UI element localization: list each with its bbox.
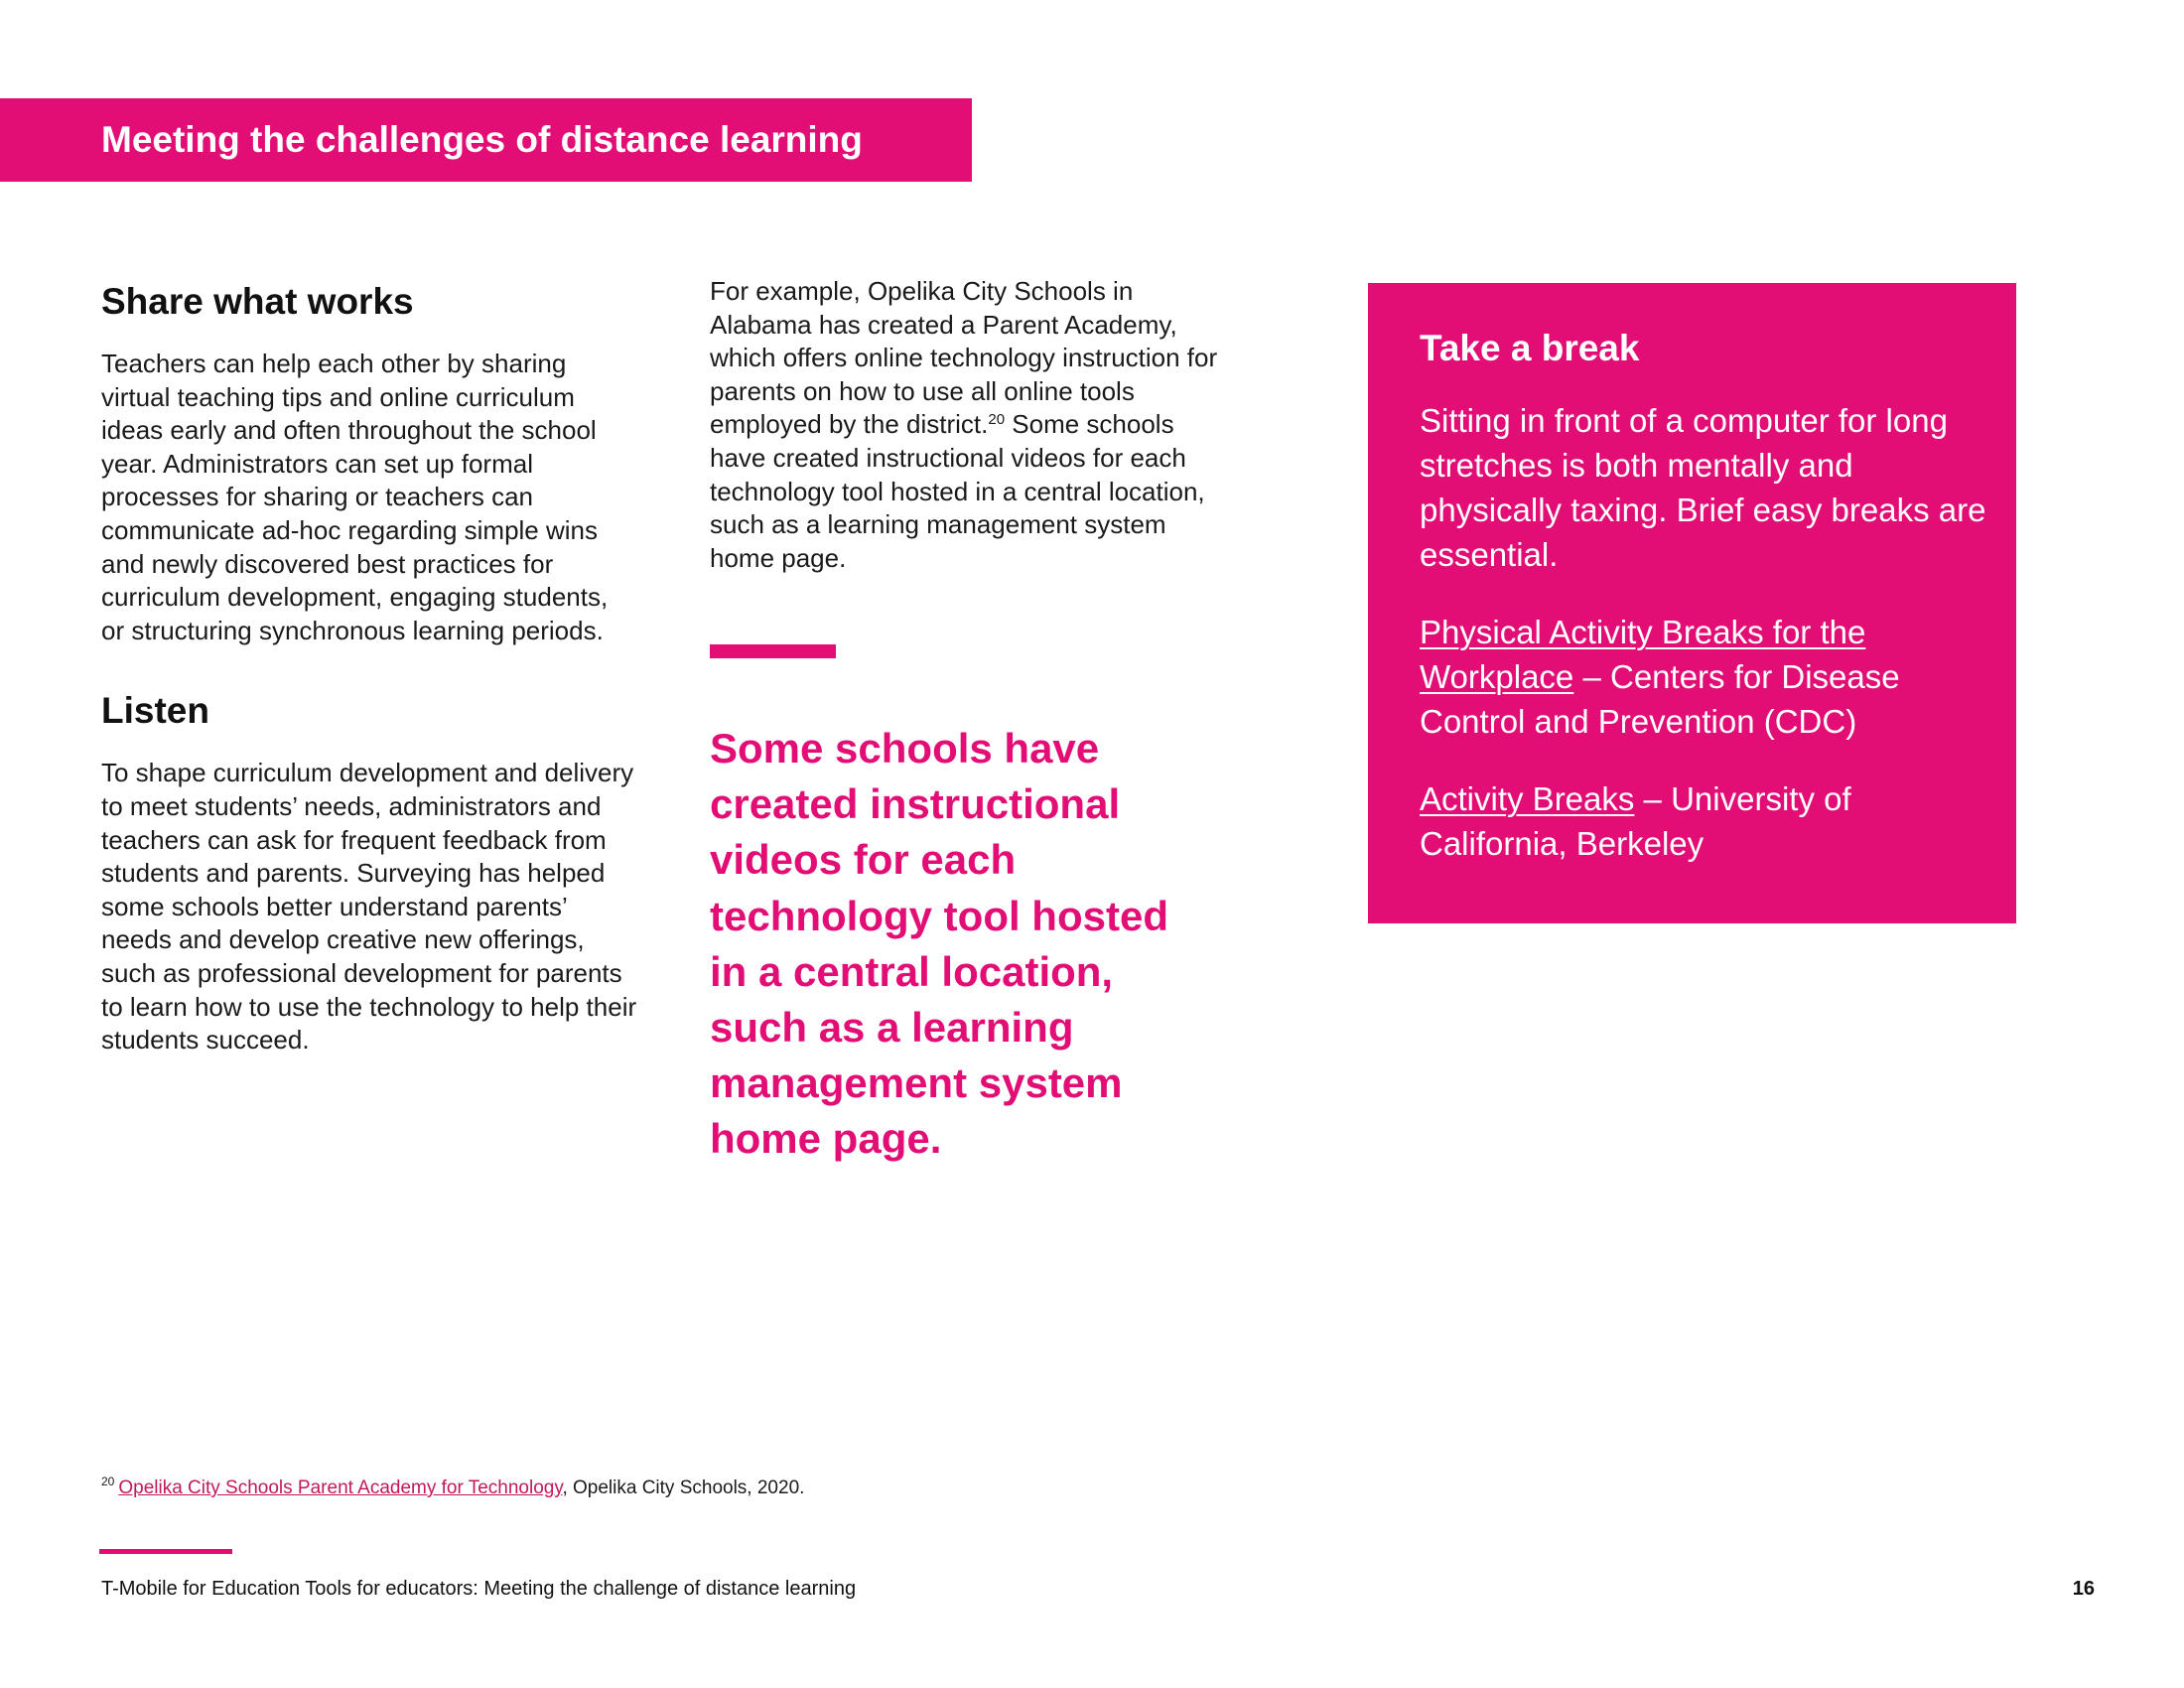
cdc-source-text: – Centers for Disease Control and Prevention (CDC) (1420, 658, 1900, 740)
callout-content (1420, 325, 1990, 866)
berkeley-activity-breaks-link[interactable]: Activity Breaks (1420, 780, 1635, 817)
take-a-break-callout (1368, 283, 2016, 923)
callout-link-item-berkeley (1420, 776, 1990, 866)
cdc-activity-breaks-link[interactable]: Physical Activity Breaks for the Workplace (1420, 614, 1866, 695)
pull-quote: Some schools have created instructional videos for each technology tool hosted in a central location, such as a learning management system home page. (710, 725, 1168, 1163)
berkeley-source-text: – University of California, Berkeley (1420, 780, 1851, 862)
page-title: Meeting the challenges of distance learning (101, 119, 863, 160)
footnote-number: 20 (101, 1475, 115, 1488)
opelika-example-paragraph (710, 275, 1226, 575)
share-what-works-heading: Share what works (101, 281, 414, 322)
footer-text: T-Mobile for Education Tools for educators: Meeting the challenge of distance learning (101, 1578, 857, 1600)
listen-heading: Listen (101, 690, 209, 732)
footnote-link[interactable]: Opelika City Schools Parent Academy for Technology (118, 1477, 563, 1498)
page-number: 16 (2072, 1578, 2095, 1600)
footnote-citation-text: , Opelika City Schools, 2020. (562, 1477, 805, 1498)
opelika-example-text: For example, Opelika City Schools in Alabama has created a Parent Academy, which offers online technology instruction for parents on how to use all online tools employed by the district. (710, 276, 1218, 440)
callout-heading: Take a break (1420, 328, 1640, 368)
callout-intro: Sitting in front of a computer for long stretches is both mentally and physically taxing. Brief easy breaks are essential. (1420, 402, 1986, 573)
footnote-reference: 20 (988, 411, 1006, 429)
callout-link-item-cdc (1420, 610, 1990, 744)
pullquote-accent-bar (710, 644, 836, 658)
opelika-example-text-continued: Some schools have created instructional videos for each technology tool hosted in a central location, such as a learning management system home page. (710, 409, 1205, 573)
listen-paragraph: To shape curriculum development and delivery to meet students’ needs, administrators and teachers can ask for frequent feedback from students and parents. Surveying has helped some schools better understand parents’ needs and develop creative new offerings, such as professional development for parents to learn how to use the technology to help their students succeed. (101, 758, 637, 1055)
share-what-works-paragraph: Teachers can help each other by sharing virtual teaching tips and online curriculum ideas early and often throughout the school year. Administrators can set up formal processes for sharing or teachers can communicate ad-hoc regarding simple wins and newly discovered best practices for curriculum development, engaging students, or structuring synchronous learning periods. (101, 349, 609, 645)
left-column (101, 276, 637, 1057)
section-banner (0, 98, 972, 182)
footnote (101, 1476, 804, 1501)
middle-column (710, 275, 1226, 575)
footer-accent-bar (99, 1549, 232, 1554)
